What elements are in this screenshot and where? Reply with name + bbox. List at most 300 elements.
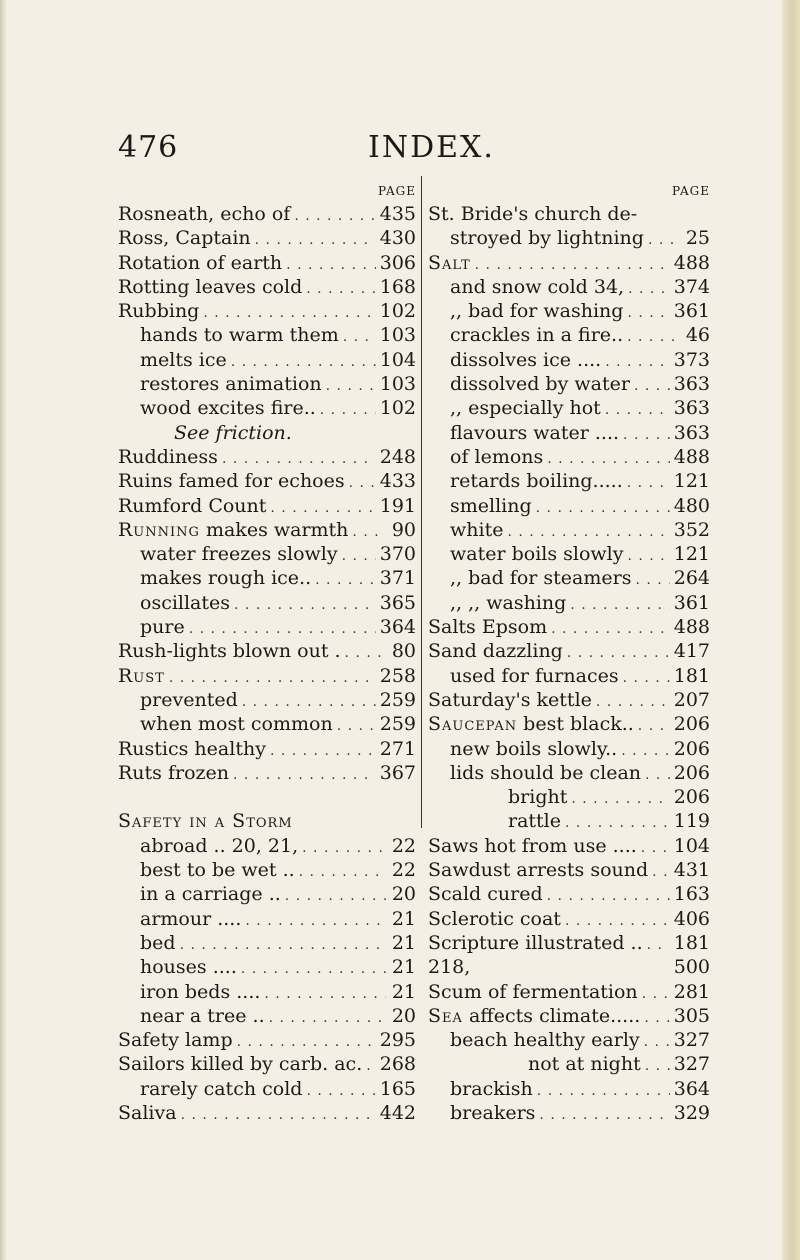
leader-dots bbox=[648, 226, 680, 245]
index-page-ref: 103 bbox=[379, 324, 416, 347]
leader-dots bbox=[326, 372, 376, 391]
leader-dots bbox=[652, 858, 670, 877]
index-page-ref: 295 bbox=[379, 1029, 416, 1052]
page-edge bbox=[782, 0, 800, 1260]
index-term: Sand dazzling bbox=[428, 640, 563, 663]
leader-dots bbox=[565, 907, 670, 926]
index-entry bbox=[428, 202, 710, 226]
index-term: Ruins famed for echoes bbox=[118, 470, 345, 493]
index-term: Rush-lights blown out . bbox=[118, 640, 341, 663]
index-entry bbox=[428, 348, 710, 372]
index-page-ref: 361 bbox=[673, 591, 710, 614]
leader-dots bbox=[222, 445, 376, 464]
index-entry bbox=[428, 323, 710, 347]
index-page-ref: 21 bbox=[391, 907, 416, 930]
index-page-ref: 305 bbox=[673, 1004, 710, 1027]
index-page-ref: 488 bbox=[673, 251, 710, 274]
index-term: Rotation of earth bbox=[118, 251, 283, 274]
index-entry bbox=[118, 907, 416, 931]
index-term-heading: Salt bbox=[428, 251, 471, 274]
page-column-label: PAGE bbox=[378, 184, 416, 198]
index-entry bbox=[118, 323, 416, 347]
index-page-ref: 259 bbox=[379, 688, 416, 711]
leader-dots bbox=[537, 1077, 670, 1096]
leader-dots bbox=[342, 542, 376, 561]
index-entry bbox=[118, 275, 416, 299]
leader-dots bbox=[237, 1028, 376, 1047]
index-page-ref: 364 bbox=[379, 616, 416, 639]
page-number: 476 bbox=[118, 130, 179, 165]
index-entry bbox=[118, 1028, 416, 1052]
index-term: Scald cured bbox=[428, 883, 543, 906]
index-entry bbox=[428, 1052, 710, 1076]
leader-dots bbox=[366, 1052, 375, 1071]
index-page-ref: 488 bbox=[673, 616, 710, 639]
index-term-heading: Rust bbox=[118, 664, 165, 687]
index-page-ref: 21 bbox=[391, 980, 416, 1003]
index-page-ref: 365 bbox=[379, 591, 416, 614]
index-page-ref: 21 bbox=[391, 931, 416, 954]
index-term: pure bbox=[140, 616, 185, 639]
index-page-ref: 329 bbox=[673, 1101, 710, 1124]
index-term: rarely catch cold bbox=[140, 1077, 303, 1100]
index-term: Rustics healthy bbox=[118, 737, 266, 760]
leader-dots bbox=[547, 445, 669, 464]
cross-reference: See friction. bbox=[174, 421, 292, 444]
index-term: flavours water .... bbox=[450, 421, 620, 444]
index-entry bbox=[118, 615, 416, 639]
index-term: new boils slowly.. bbox=[450, 737, 618, 760]
index-column-left bbox=[118, 180, 416, 1125]
index-page-ref: 104 bbox=[379, 348, 416, 371]
index-page-ref: 500 bbox=[673, 956, 710, 979]
index-term: Saws hot from use .... bbox=[428, 834, 637, 857]
index-page-ref: 25 bbox=[685, 227, 710, 250]
index-entry bbox=[118, 664, 416, 688]
index-term: water freezes slowly bbox=[140, 543, 338, 566]
index-page-ref: 206 bbox=[673, 786, 710, 809]
index-page-ref: 431 bbox=[673, 859, 710, 882]
index-term: iron beds .... bbox=[140, 980, 261, 1003]
index-entry bbox=[428, 372, 710, 396]
index-page-ref: 206 bbox=[673, 713, 710, 736]
leader-dots bbox=[233, 761, 376, 780]
leader-dots bbox=[475, 251, 670, 270]
leader-dots bbox=[294, 202, 375, 221]
index-page-ref: 363 bbox=[673, 397, 710, 420]
index-page-ref: 206 bbox=[673, 761, 710, 784]
leader-dots bbox=[264, 980, 386, 999]
leader-dots bbox=[269, 1004, 386, 1023]
index-term: houses .... bbox=[140, 956, 237, 979]
index-entry bbox=[428, 566, 710, 590]
leader-dots bbox=[320, 396, 376, 415]
index-term: ,, bad for washing bbox=[450, 300, 624, 323]
index-page-ref: 206 bbox=[673, 737, 710, 760]
index-term-rest: best black.. bbox=[517, 713, 634, 736]
leader-dots bbox=[627, 469, 670, 488]
index-term: Ruts frozen bbox=[118, 761, 230, 784]
index-term: armour .... bbox=[140, 907, 242, 930]
index-entry bbox=[428, 664, 710, 688]
index-term: stroyed by lightning bbox=[450, 227, 644, 250]
index-term: Scum of fermentation bbox=[428, 980, 638, 1003]
index-term: restores animation bbox=[140, 373, 322, 396]
index-entry bbox=[118, 469, 416, 493]
leader-dots bbox=[565, 809, 670, 828]
index-entry bbox=[428, 737, 710, 761]
index-entry bbox=[118, 372, 416, 396]
index-entry bbox=[428, 907, 710, 931]
index-page-ref: 22 bbox=[391, 834, 416, 857]
index-page-ref: 20 bbox=[391, 1004, 416, 1027]
index-entry bbox=[428, 615, 710, 639]
index-entry bbox=[428, 1077, 710, 1101]
index-term: breakers bbox=[450, 1101, 536, 1124]
index-entry bbox=[428, 518, 710, 542]
leader-dots bbox=[641, 834, 670, 853]
leader-dots bbox=[343, 323, 376, 342]
index-section-heading: Safety in a Storm bbox=[118, 810, 293, 833]
leader-dots bbox=[507, 518, 669, 537]
index-page-ref: 102 bbox=[379, 300, 416, 323]
leader-dots bbox=[203, 299, 375, 318]
index-page-ref: 22 bbox=[391, 859, 416, 882]
index-entry bbox=[428, 1004, 710, 1028]
leader-dots bbox=[635, 566, 669, 585]
index-term: best to be wet .. bbox=[140, 859, 295, 882]
index-term: used for furnaces bbox=[450, 664, 619, 687]
leader-dots bbox=[645, 761, 670, 780]
index-entry bbox=[428, 226, 710, 250]
index-term-heading: Saucepan bbox=[428, 713, 518, 736]
leader-dots bbox=[231, 348, 376, 367]
leader-dots bbox=[241, 955, 386, 974]
leader-dots bbox=[270, 737, 376, 756]
index-entry bbox=[118, 1101, 416, 1125]
index-page-ref: 80 bbox=[391, 640, 416, 663]
index-term: hands to warm them bbox=[140, 324, 339, 347]
leader-dots bbox=[245, 907, 386, 926]
index-term: dissolved by water bbox=[450, 373, 630, 396]
index-term: of lemons bbox=[450, 445, 544, 468]
index-term bbox=[428, 712, 634, 736]
index-term: Saturday's kettle bbox=[428, 688, 592, 711]
leader-dots bbox=[181, 1101, 376, 1120]
leader-dots bbox=[180, 931, 386, 950]
index-entry bbox=[118, 955, 416, 979]
index-entry bbox=[118, 931, 416, 955]
index-term bbox=[428, 251, 471, 275]
index-page-ref: 352 bbox=[673, 518, 710, 541]
index-page-ref: 104 bbox=[673, 834, 710, 857]
index-page-ref: 248 bbox=[379, 445, 416, 468]
index-page-ref: 480 bbox=[673, 494, 710, 517]
index-page-ref: 327 bbox=[673, 1053, 710, 1076]
index-page-ref: 374 bbox=[673, 275, 710, 298]
index-entry bbox=[428, 251, 710, 275]
index-term: Saliva bbox=[118, 1101, 177, 1124]
index-term: makes rough ice.. bbox=[140, 567, 312, 590]
index-entry bbox=[118, 494, 416, 518]
leader-dots bbox=[644, 1004, 669, 1023]
index-term: bright bbox=[508, 786, 568, 809]
index-term: lids should be clean bbox=[450, 761, 642, 784]
index-entry bbox=[428, 299, 710, 323]
leader-dots bbox=[242, 688, 376, 707]
index-term: Rumford Count bbox=[118, 494, 267, 517]
leader-dots bbox=[352, 518, 386, 537]
index-entry bbox=[118, 980, 416, 1004]
index-term bbox=[118, 664, 165, 688]
section-gap bbox=[118, 785, 416, 809]
leader-dots bbox=[571, 785, 669, 804]
index-term bbox=[428, 1004, 640, 1028]
index-page-ref: 20 bbox=[391, 883, 416, 906]
index-page-ref: 121 bbox=[673, 543, 710, 566]
index-page-ref: 207 bbox=[673, 688, 710, 711]
page-column-label: PAGE bbox=[672, 184, 710, 198]
leader-dots bbox=[539, 1101, 669, 1120]
index-entry bbox=[118, 518, 416, 542]
index-term: not at night bbox=[528, 1053, 641, 1076]
index-page-ref: 281 bbox=[673, 980, 710, 1003]
index-term: ,, bad for steamers bbox=[450, 567, 632, 590]
index-page-ref: 168 bbox=[379, 275, 416, 298]
index-term: Ross, Captain bbox=[118, 227, 251, 250]
index-entry bbox=[428, 1028, 710, 1052]
index-entry bbox=[428, 591, 710, 615]
index-term: prevented bbox=[140, 688, 238, 711]
index-entry bbox=[428, 421, 710, 445]
index-term: near a tree .. bbox=[140, 1004, 265, 1027]
index-term: white bbox=[450, 518, 504, 541]
leader-dots bbox=[306, 1077, 375, 1096]
index-page-ref: 90 bbox=[391, 518, 416, 541]
leader-dots bbox=[255, 226, 376, 245]
index-page-ref: 268 bbox=[379, 1053, 416, 1076]
leader-dots bbox=[638, 712, 670, 731]
leader-dots bbox=[270, 494, 375, 513]
index-entry bbox=[428, 761, 710, 785]
index-term: Rubbing bbox=[118, 300, 200, 323]
index-term: Rotting leaves cold bbox=[118, 275, 303, 298]
leader-dots bbox=[345, 639, 386, 658]
index-entry bbox=[428, 469, 710, 493]
index-entry bbox=[118, 299, 416, 323]
index-entry bbox=[118, 1077, 416, 1101]
index-entry bbox=[118, 566, 416, 590]
leader-dots bbox=[644, 1028, 670, 1047]
index-entry bbox=[118, 688, 416, 712]
index-entry bbox=[428, 494, 710, 518]
index-entry bbox=[428, 858, 710, 882]
index-entry bbox=[428, 396, 710, 420]
index-entry bbox=[118, 712, 416, 736]
index-entry bbox=[428, 445, 710, 469]
leader-dots bbox=[189, 615, 376, 634]
index-page-ref: 21 bbox=[391, 956, 416, 979]
index-page-ref: 361 bbox=[673, 300, 710, 323]
leader-dots bbox=[349, 469, 376, 488]
leader-dots bbox=[623, 421, 670, 440]
index-page-ref: 264 bbox=[673, 567, 710, 590]
index-page-ref: 306 bbox=[379, 251, 416, 274]
index-page-ref: 430 bbox=[379, 227, 416, 250]
leader-dots bbox=[596, 688, 670, 707]
index-entry bbox=[428, 639, 710, 663]
leader-dots bbox=[647, 931, 670, 950]
index-page-ref: 433 bbox=[379, 470, 416, 493]
index-page-ref: 488 bbox=[673, 445, 710, 468]
leader-dots bbox=[627, 323, 680, 342]
index-page-ref: 370 bbox=[379, 543, 416, 566]
index-entry bbox=[428, 1101, 710, 1125]
index-page-ref: 327 bbox=[673, 1029, 710, 1052]
index-term: when most common bbox=[140, 713, 333, 736]
index-page-ref: 364 bbox=[673, 1077, 710, 1100]
index-term: Sclerotic coat bbox=[428, 907, 561, 930]
index-entry bbox=[118, 639, 416, 663]
index-term: water boils slowly bbox=[450, 543, 624, 566]
index-entry bbox=[118, 858, 416, 882]
leader-dots bbox=[628, 275, 670, 294]
index-term: in a carriage .. bbox=[140, 883, 281, 906]
index-entry bbox=[118, 737, 416, 761]
index-entry bbox=[118, 591, 416, 615]
index-term: Rosneath, echo of bbox=[118, 203, 291, 225]
index-page-ref: 258 bbox=[379, 664, 416, 687]
index-entry bbox=[118, 348, 416, 372]
index-entry bbox=[118, 761, 416, 785]
index-entry bbox=[118, 445, 416, 469]
leader-dots bbox=[299, 858, 386, 877]
index-entry bbox=[118, 396, 416, 420]
index-page-ref: 181 bbox=[673, 931, 710, 954]
index-entry bbox=[118, 1004, 416, 1028]
running-head-title: INDEX. bbox=[368, 130, 495, 165]
index-entry bbox=[428, 834, 710, 858]
index-term: ,, especially hot bbox=[450, 397, 601, 420]
index-term-rest: affects climate..... bbox=[462, 1004, 641, 1027]
leader-dots bbox=[234, 591, 376, 610]
leader-dots bbox=[627, 542, 669, 561]
index-entry bbox=[118, 542, 416, 566]
index-page-ref: 103 bbox=[379, 373, 416, 396]
index-term: abroad .. 20, 21, bbox=[140, 834, 299, 857]
index-page-ref: 363 bbox=[673, 373, 710, 396]
index-term: melts ice bbox=[140, 348, 227, 371]
index-term: Sawdust arrests sound bbox=[428, 859, 649, 882]
index-page-ref: 367 bbox=[379, 761, 416, 784]
index-entry bbox=[118, 834, 416, 858]
index-entry bbox=[118, 251, 416, 275]
index-page-ref: 119 bbox=[673, 810, 710, 833]
index-entry bbox=[428, 809, 710, 833]
leader-dots bbox=[567, 639, 670, 658]
leader-dots bbox=[306, 275, 375, 294]
index-entry bbox=[428, 785, 710, 809]
index-entry bbox=[428, 542, 710, 566]
index-entry bbox=[118, 226, 416, 250]
index-page-ref: 417 bbox=[673, 640, 710, 663]
leader-dots bbox=[551, 615, 670, 634]
index-term: smelling bbox=[450, 494, 532, 517]
index-term-heading: Running bbox=[118, 518, 200, 541]
leader-dots bbox=[634, 372, 670, 391]
index-term bbox=[118, 518, 348, 542]
index-term: retards boiling..... bbox=[450, 470, 623, 493]
index-term: oscillates bbox=[140, 591, 231, 614]
index-page-ref: 435 bbox=[379, 203, 416, 225]
leader-dots bbox=[605, 348, 670, 367]
page-header bbox=[0, 130, 800, 170]
leader-dots bbox=[285, 882, 386, 901]
index-page-ref: 165 bbox=[379, 1077, 416, 1100]
leader-dots bbox=[645, 1052, 670, 1071]
index-page-ref: 442 bbox=[379, 1101, 416, 1124]
index-term-heading: Sea bbox=[428, 1004, 463, 1027]
index-term: Scripture illustrated .. bbox=[428, 931, 643, 954]
index-term: St. Bride's church de- bbox=[428, 203, 638, 225]
index-term-rest: makes warmth bbox=[199, 518, 349, 541]
leader-dots bbox=[605, 396, 670, 415]
index-page-ref: 259 bbox=[379, 713, 416, 736]
index-term: 218, bbox=[428, 956, 471, 979]
index-entry bbox=[428, 931, 710, 955]
page-binding-shadow bbox=[0, 0, 6, 1260]
leader-dots bbox=[547, 882, 670, 901]
leader-dots bbox=[642, 980, 670, 999]
leader-dots bbox=[621, 737, 670, 756]
index-term: Safety lamp bbox=[118, 1029, 233, 1052]
index-page-ref: 373 bbox=[673, 348, 710, 371]
leader-dots bbox=[337, 712, 376, 731]
column-divider bbox=[421, 176, 422, 828]
leader-dots bbox=[627, 299, 669, 318]
index-entry bbox=[428, 882, 710, 906]
index-page-ref: 121 bbox=[673, 470, 710, 493]
index-term: and snow cold 34, bbox=[450, 275, 625, 298]
index-term: bed bbox=[140, 931, 176, 954]
index-page-ref: 371 bbox=[379, 567, 416, 590]
leader-dots bbox=[302, 834, 386, 853]
index-term: wood excites fire.. bbox=[140, 397, 316, 420]
leader-dots bbox=[536, 494, 670, 513]
index-page-ref: 406 bbox=[673, 907, 710, 930]
index-term: brackish bbox=[450, 1077, 533, 1100]
leader-dots bbox=[570, 591, 669, 610]
index-page-ref: 191 bbox=[379, 494, 416, 517]
index-page-ref: 102 bbox=[379, 397, 416, 420]
index-term: dissolves ice .... bbox=[450, 348, 602, 371]
index-entry bbox=[428, 955, 710, 979]
index-term: rattle bbox=[508, 810, 562, 833]
index-column-right bbox=[428, 180, 710, 1125]
leader-dots bbox=[623, 664, 670, 683]
index-entry bbox=[118, 1052, 416, 1076]
index-term: Sailors killed by carb. ac. bbox=[118, 1053, 363, 1076]
index-term: crackles in a fire.. bbox=[450, 324, 624, 347]
index-term: Salts Epsom bbox=[428, 616, 548, 639]
leader-dots bbox=[315, 566, 376, 585]
index-page-ref: 271 bbox=[379, 737, 416, 760]
index-term: beach healthy early bbox=[450, 1029, 640, 1052]
index-term: Ruddiness bbox=[118, 445, 218, 468]
index-page-ref: 46 bbox=[685, 324, 710, 347]
index-page-ref: 163 bbox=[673, 883, 710, 906]
leader-dots bbox=[286, 251, 376, 270]
